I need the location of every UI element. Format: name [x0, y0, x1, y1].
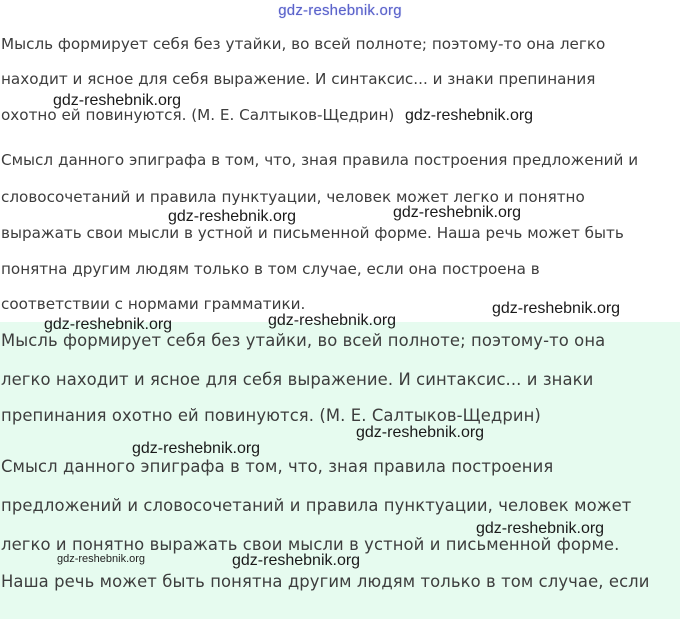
watermark: gdz-reshebnik.org — [44, 316, 173, 333]
answer-text-line: легко находит и ясное для себя выражение. И синтаксис... и знаки — [1, 370, 594, 389]
watermark: gdz-reshebnik.org — [53, 92, 182, 109]
original-text-line: охотно ей повинуются. (М. Е. Салтыков-Щедрин) — [1, 106, 395, 124]
original-text-line: соответствии с нормами грамматики. — [1, 295, 306, 313]
answer-text-line: легко и понятно выражать свои мысли в устной и письменной форме. — [1, 535, 620, 554]
watermark: gdz-reshebnik.org — [268, 312, 397, 329]
watermark: gdz-reshebnik.org — [393, 204, 522, 221]
watermark: gdz-reshebnik.org — [232, 552, 361, 569]
original-text-line: Мысль формирует себя без утайки, во всей полноте; поэтому-то она легко — [1, 35, 606, 53]
answer-text-line: Наша речь может быть понятна другим людям только в том случае, если — [1, 572, 650, 591]
watermark: gdz-reshebnik.org — [57, 553, 146, 565]
answer-text-line: Смысл данного эпиграфа в том, что, зная правила построения — [1, 457, 554, 476]
answer-text-line: Мысль формирует себя без утайки, во всей полноте; поэтому-то она — [1, 331, 606, 350]
original-text-line: находит и ясное для себя выражение. И синтаксис... и знаки препинания — [1, 70, 596, 88]
original-text-line: понятна другим людям только в том случае, если она построена в — [1, 260, 540, 278]
watermark: gdz-reshebnik.org — [492, 300, 621, 317]
site-header[interactable]: gdz-reshebnik.org — [278, 2, 402, 19]
watermark: gdz-reshebnik.org — [356, 424, 485, 441]
watermark: gdz-reshebnik.org — [476, 520, 605, 537]
original-text-line: выражать свои мысли в устной и письменной форме. Наша речь может быть — [1, 224, 624, 242]
watermark: gdz-reshebnik.org — [405, 107, 534, 124]
watermark: gdz-reshebnik.org — [132, 440, 261, 457]
watermark: gdz-reshebnik.org — [168, 208, 297, 225]
original-text-line: Смысл данного эпиграфа в том, что, зная правила построения предложений и — [1, 151, 639, 169]
original-text-line: словосочетаний и правила пунктуации, человек может легко и понятно — [1, 188, 585, 206]
answer-text-line: препинания охотно ей повинуются. (М. Е. Салтыков-Щедрин) — [1, 406, 541, 425]
answer-text-line: предложений и словосочетаний и правила пунктуации, человек может — [1, 496, 632, 515]
